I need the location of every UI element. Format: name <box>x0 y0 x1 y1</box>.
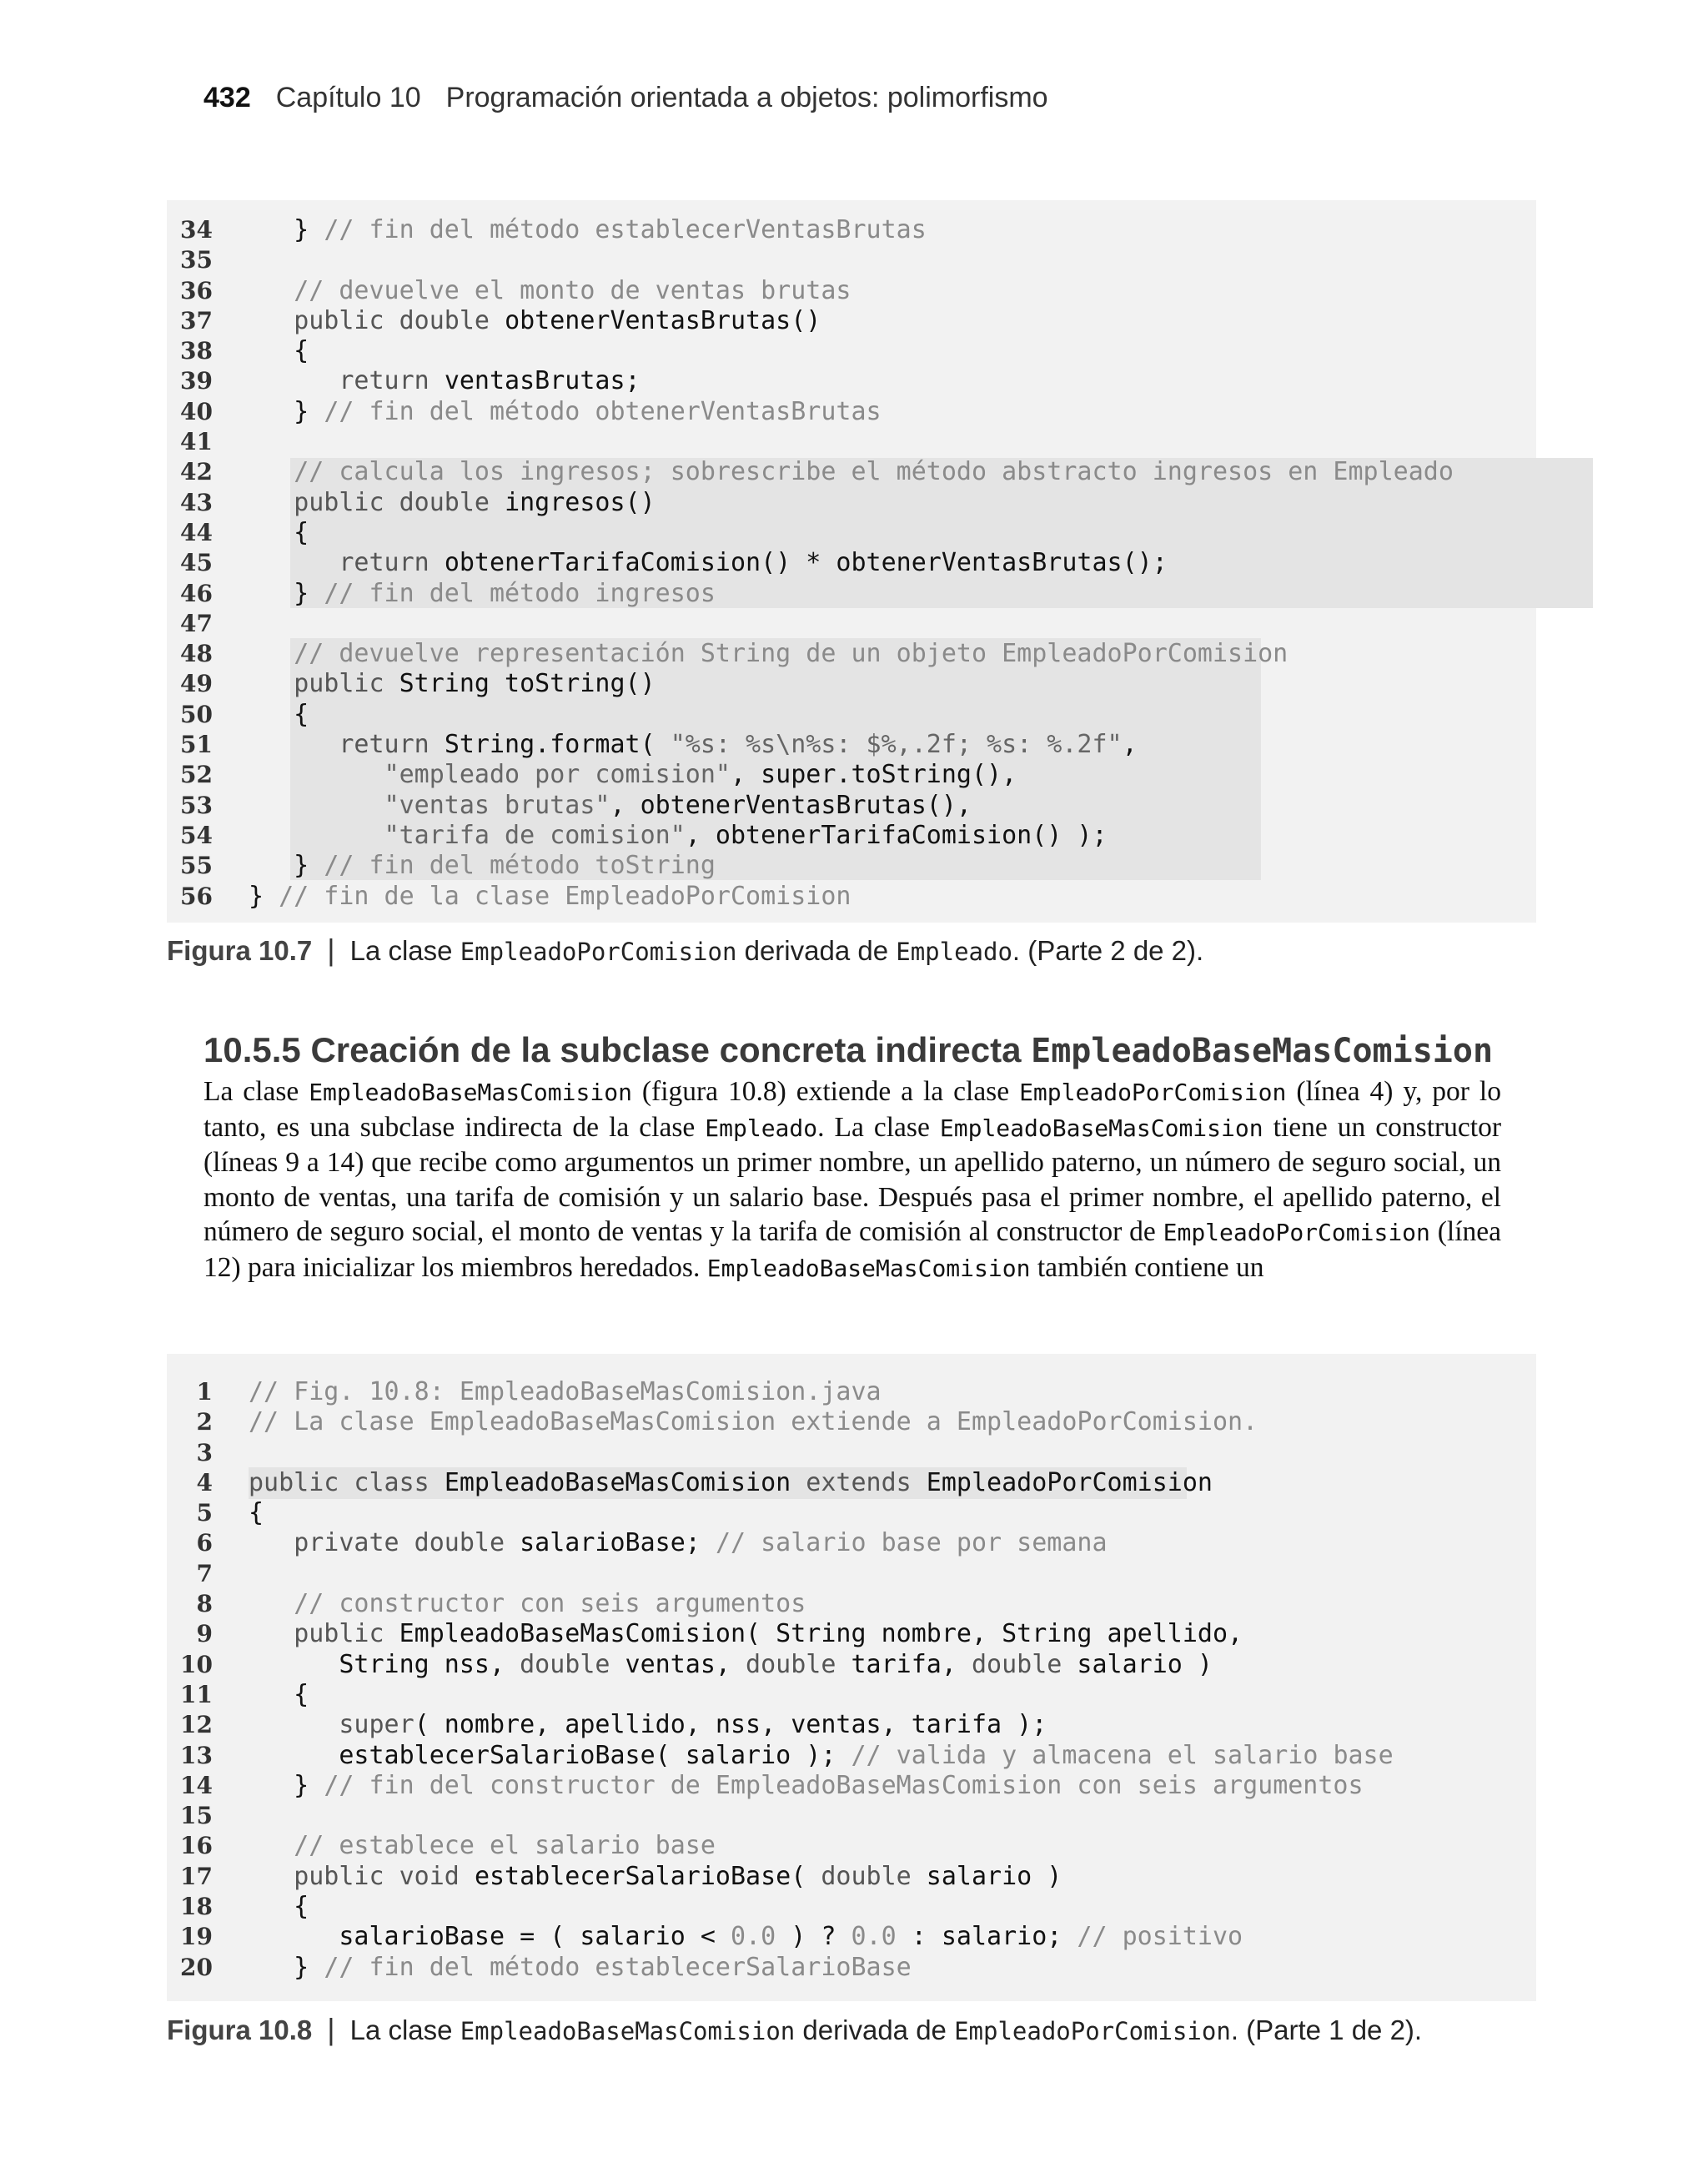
code-token: ventasBrutas; <box>444 366 640 396</box>
code-token <box>249 639 294 668</box>
code-text <box>249 1680 309 1710</box>
code-token: { <box>249 1679 309 1709</box>
code-text <box>249 457 1454 487</box>
code-token: return <box>339 366 445 396</box>
line-number: 54 <box>180 821 213 849</box>
line-number: 12 <box>180 1711 213 1739</box>
code-token: "%s: %s\n%s: $%,.2f; %s: %.2f" <box>670 730 1123 760</box>
inline-code: EmpleadoPorComision <box>1019 1079 1287 1106</box>
line-number: 15 <box>180 1802 213 1830</box>
line-number: 56 <box>180 882 213 910</box>
code-token: double <box>520 1649 625 1679</box>
paragraph-text: (figura 10.8) extiende a la clase <box>631 1076 1020 1107</box>
inline-code: EmpleadoBaseMasComision <box>939 1114 1263 1142</box>
code-token: // Fig. 10.8: EmpleadoBaseMasComision.java <box>249 1377 882 1406</box>
section-title-code: EmpleadoBaseMasComision <box>1031 1032 1494 1070</box>
code-token: } <box>249 851 324 881</box>
page-number: 432 <box>203 82 251 113</box>
line-number: 53 <box>180 791 213 819</box>
code-token: public double <box>294 487 505 517</box>
code-token: // fin del método toString <box>324 851 716 881</box>
code-token: } <box>249 881 279 911</box>
code-text <box>249 1953 912 1983</box>
code-token: } <box>249 578 324 608</box>
code-token <box>249 306 294 335</box>
line-number: 55 <box>180 852 213 880</box>
code-text <box>249 700 309 730</box>
code-token: } <box>249 396 324 426</box>
code-text <box>249 276 851 306</box>
line-number: 37 <box>180 306 213 334</box>
caption-code: EmpleadoPorComision <box>954 2017 1231 2045</box>
code-token: // fin del constructor de EmpleadoBaseMasComision con seis argumentos <box>324 1770 1364 1800</box>
code-text <box>249 579 716 609</box>
line-number: 52 <box>180 761 213 789</box>
figure-label: Figura 10.8 <box>167 2015 313 2045</box>
caption-text: . (Parte 2 de 2). <box>1012 935 1204 966</box>
code-token <box>249 821 384 850</box>
code-token <box>249 1710 339 1739</box>
code-text <box>249 1468 1213 1498</box>
line-number: 35 <box>180 246 213 274</box>
line-number: 8 <box>196 1590 213 1618</box>
code-text <box>249 1619 1243 1649</box>
code-text <box>249 851 716 881</box>
code-text <box>249 1710 1047 1740</box>
line-number: 50 <box>180 700 213 728</box>
code-text <box>249 1589 806 1619</box>
code-token: // fin del método ingresos <box>324 578 716 608</box>
code-token: // salario base por semana <box>715 1528 1108 1558</box>
code-token: : salario; <box>896 1922 1078 1952</box>
line-number: 46 <box>180 579 213 607</box>
paragraph-text: . La clase <box>817 1111 940 1143</box>
code-token <box>249 1619 294 1648</box>
code-token: // devuelve el monto de ventas brutas <box>294 275 851 305</box>
line-number: 17 <box>180 1862 213 1890</box>
line-number: 38 <box>180 337 213 365</box>
code-token <box>249 730 339 759</box>
code-token: double <box>746 1649 851 1679</box>
code-token: , obtenerTarifaComision() ); <box>685 820 1108 850</box>
code-token: ( nombre, apellido, nss, ventas, tarifa ); <box>414 1710 1047 1740</box>
code-text <box>249 760 1017 790</box>
code-token: tarifa, <box>851 1649 972 1679</box>
line-number: 18 <box>180 1893 213 1921</box>
line-number: 9 <box>196 1620 213 1648</box>
code-token: salarioBase; <box>520 1528 716 1558</box>
section-title: Creación de la subclase concreta indirecta <box>310 1030 1032 1069</box>
line-number: 16 <box>180 1832 213 1860</box>
code-token: double <box>821 1861 927 1891</box>
line-number: 13 <box>180 1741 213 1769</box>
caption-code: EmpleadoPorComision <box>460 938 737 966</box>
code-token: // La clase EmpleadoBaseMasComision extiende a EmpleadoPorComision. <box>249 1407 1258 1437</box>
code-token: } <box>249 215 324 244</box>
code-token <box>249 760 384 789</box>
line-number: 2 <box>196 1408 213 1436</box>
code-token: 0.0 <box>851 1922 897 1952</box>
line-number: 47 <box>180 609 213 637</box>
code-token: , super.toString(), <box>730 760 1017 790</box>
code-token: salarioBase = ( salario < <box>249 1922 731 1952</box>
figure-caption-10-7 <box>167 933 1203 968</box>
code-token: EmpleadoPorComision <box>926 1467 1213 1497</box>
code-text <box>249 548 1168 578</box>
code-token <box>249 1589 294 1618</box>
code-text <box>249 336 309 366</box>
code-token <box>249 276 294 305</box>
code-text <box>249 397 882 427</box>
line-number: 19 <box>180 1923 213 1951</box>
code-text <box>249 366 640 396</box>
code-text <box>249 1892 309 1922</box>
line-number: 4 <box>196 1468 213 1496</box>
code-token: // valida y almacena el salario base <box>851 1740 1394 1770</box>
caption-text: derivada de <box>795 2015 955 2045</box>
code-token: ) ? <box>776 1922 851 1952</box>
code-text <box>249 821 1108 851</box>
inline-code: EmpleadoBaseMasComision <box>706 1254 1031 1282</box>
line-number: 7 <box>196 1559 213 1587</box>
code-token: private double <box>294 1528 520 1558</box>
code-token: // fin del método establecerVentasBrutas <box>324 215 927 244</box>
code-token: ingresos() <box>505 487 656 517</box>
code-token: public <box>294 669 399 699</box>
code-listing-fig-10-7 <box>167 200 1536 923</box>
code-token: obtenerVentasBrutas() <box>505 305 821 335</box>
line-number: 1 <box>196 1378 213 1406</box>
code-token: super <box>339 1710 414 1740</box>
code-token: EmpleadoBaseMasComision <box>444 1467 806 1497</box>
caption-text: La clase <box>349 2015 460 2045</box>
code-text <box>249 1741 1394 1771</box>
caption-separator: | <box>327 933 335 967</box>
paragraph-text: también contiene un <box>1030 1251 1264 1283</box>
code-text <box>249 1771 1364 1801</box>
code-token: // constructor con seis argumentos <box>294 1589 806 1619</box>
code-token <box>249 488 294 517</box>
code-token <box>249 457 294 486</box>
inline-code: Empleado <box>705 1114 818 1142</box>
code-token: } <box>249 1952 324 1982</box>
code-token: // fin del método obtenerVentasBrutas <box>324 396 882 426</box>
code-text <box>249 1862 1062 1892</box>
code-token: { <box>249 699 309 729</box>
code-token <box>249 1528 294 1557</box>
code-text <box>249 1528 1108 1558</box>
code-token <box>249 791 384 820</box>
code-token: , obtenerVentasBrutas(), <box>610 790 972 820</box>
line-number: 49 <box>180 670 213 698</box>
code-text <box>249 215 927 245</box>
line-number: 6 <box>196 1529 213 1557</box>
code-token: obtenerTarifaComision() * obtenerVentasBrutas(); <box>444 548 1168 578</box>
caption-separator: | <box>327 2012 335 2046</box>
line-number: 34 <box>180 216 213 244</box>
section-number: 10.5.5 <box>203 1030 301 1069</box>
code-token: salario ) <box>926 1861 1062 1891</box>
line-number: 43 <box>180 488 213 516</box>
code-token: public <box>294 1619 399 1649</box>
line-number: 40 <box>180 397 213 425</box>
paragraph-text: (línea 12) para inicializar los miembros heredados. <box>203 1216 1501 1283</box>
code-text <box>249 730 1138 760</box>
line-number: 48 <box>180 640 213 668</box>
code-token: return <box>339 730 445 760</box>
code-token: ventas, <box>625 1649 746 1679</box>
code-token: public double <box>294 305 505 335</box>
code-token: , <box>1122 730 1138 760</box>
inline-code: EmpleadoPorComision <box>1163 1219 1430 1246</box>
code-text <box>249 1650 1213 1680</box>
code-token: // fin del método establecerSalarioBase <box>324 1952 912 1982</box>
caption-code: Empleado <box>896 938 1012 966</box>
inline-code: EmpleadoBaseMasComision <box>309 1079 632 1106</box>
code-token <box>249 1862 294 1891</box>
code-token: String toString() <box>399 669 656 699</box>
caption-text: derivada de <box>736 935 897 966</box>
code-token <box>249 366 339 395</box>
code-token: public void <box>294 1861 475 1891</box>
code-token: EmpleadoBaseMasComision( String nombre, String apellido, <box>399 1619 1243 1649</box>
code-token: // devuelve representación String de un objeto EmpleadoPorComision <box>294 639 1289 669</box>
code-text <box>249 669 656 699</box>
line-number: 11 <box>180 1680 213 1708</box>
page-header <box>203 82 1048 114</box>
line-number: 51 <box>180 731 213 759</box>
code-token: "empleado por comision" <box>384 760 731 790</box>
code-token: 0.0 <box>730 1922 776 1952</box>
code-token: "ventas brutas" <box>384 790 610 820</box>
line-number: 39 <box>180 367 213 395</box>
code-text <box>249 1498 264 1528</box>
code-text <box>249 306 821 336</box>
code-token: // establece el salario base <box>294 1831 716 1861</box>
code-token: salario ) <box>1077 1649 1213 1679</box>
line-number: 5 <box>196 1499 213 1527</box>
line-number: 14 <box>180 1771 213 1799</box>
code-token: String.format( <box>444 730 671 760</box>
line-number: 20 <box>180 1953 213 1981</box>
figure-caption-10-8 <box>167 2012 1422 2047</box>
code-token: extends <box>806 1467 927 1497</box>
paragraph-text: tiene un constructor (líneas 9 a 14) que recibe como argumentos un primer nombre, un apellido paterno, un número de seguro social, un monto de ventas, una tarifa de comisión y un salario base. Después pasa el primer nombre, el apellido paterno, el número de seguro social, el monto de ventas y la tarifa de comisión al constructor de <box>203 1111 1501 1247</box>
code-token <box>249 548 339 577</box>
chapter-label: Capítulo 10 <box>275 82 421 113</box>
line-number: 3 <box>196 1438 213 1466</box>
caption-text: . (Parte 1 de 2). <box>1230 2015 1423 2045</box>
code-text <box>249 1407 1258 1437</box>
code-token: establecerSalarioBase( <box>474 1861 821 1891</box>
code-token: String nss, <box>249 1649 520 1679</box>
code-token: { <box>249 517 309 547</box>
code-text <box>249 639 1288 669</box>
line-number: 41 <box>180 428 213 456</box>
code-text <box>249 882 851 912</box>
code-token: { <box>249 1498 264 1528</box>
paragraph-text: (línea 4) y, por lo tanto, es una subclase indirecta de la clase <box>203 1076 1501 1143</box>
code-token: double <box>971 1649 1078 1679</box>
line-number: 45 <box>180 549 213 577</box>
line-number: 36 <box>180 276 213 304</box>
code-text <box>249 1377 882 1407</box>
code-token: establecerSalarioBase( salario ); <box>249 1740 851 1770</box>
code-token: public class <box>249 1467 445 1497</box>
line-number: 44 <box>180 518 213 546</box>
paragraph-text: La clase <box>203 1076 309 1107</box>
code-token: "tarifa de comision" <box>384 820 686 850</box>
code-text <box>249 518 309 548</box>
chapter-title: Programación orientada a objetos: polimorfismo <box>445 82 1048 113</box>
body-paragraph <box>203 1074 1501 1285</box>
caption-code: EmpleadoBaseMasComision <box>460 2017 796 2045</box>
code-text <box>249 488 656 518</box>
code-token <box>249 669 294 698</box>
section-heading <box>203 1030 1493 1070</box>
code-token: // calcula los ingresos; sobrescribe el método abstracto ingresos en Empleado <box>294 457 1454 487</box>
code-token: // positivo <box>1077 1922 1243 1952</box>
code-token: // fin de la clase EmpleadoPorComision <box>279 881 851 911</box>
code-text <box>249 1831 716 1861</box>
code-listing-fig-10-8 <box>167 1354 1536 2001</box>
line-number: 42 <box>180 458 213 486</box>
caption-text: La clase <box>349 935 460 966</box>
code-token: { <box>249 336 309 366</box>
code-text <box>249 1922 1243 1952</box>
code-token: return <box>339 548 445 578</box>
code-token: } <box>249 1770 324 1800</box>
line-number: 10 <box>180 1650 213 1678</box>
code-token: { <box>249 1892 309 1922</box>
figure-label: Figura 10.7 <box>167 935 313 966</box>
code-text <box>249 791 972 821</box>
code-token <box>249 1831 294 1860</box>
